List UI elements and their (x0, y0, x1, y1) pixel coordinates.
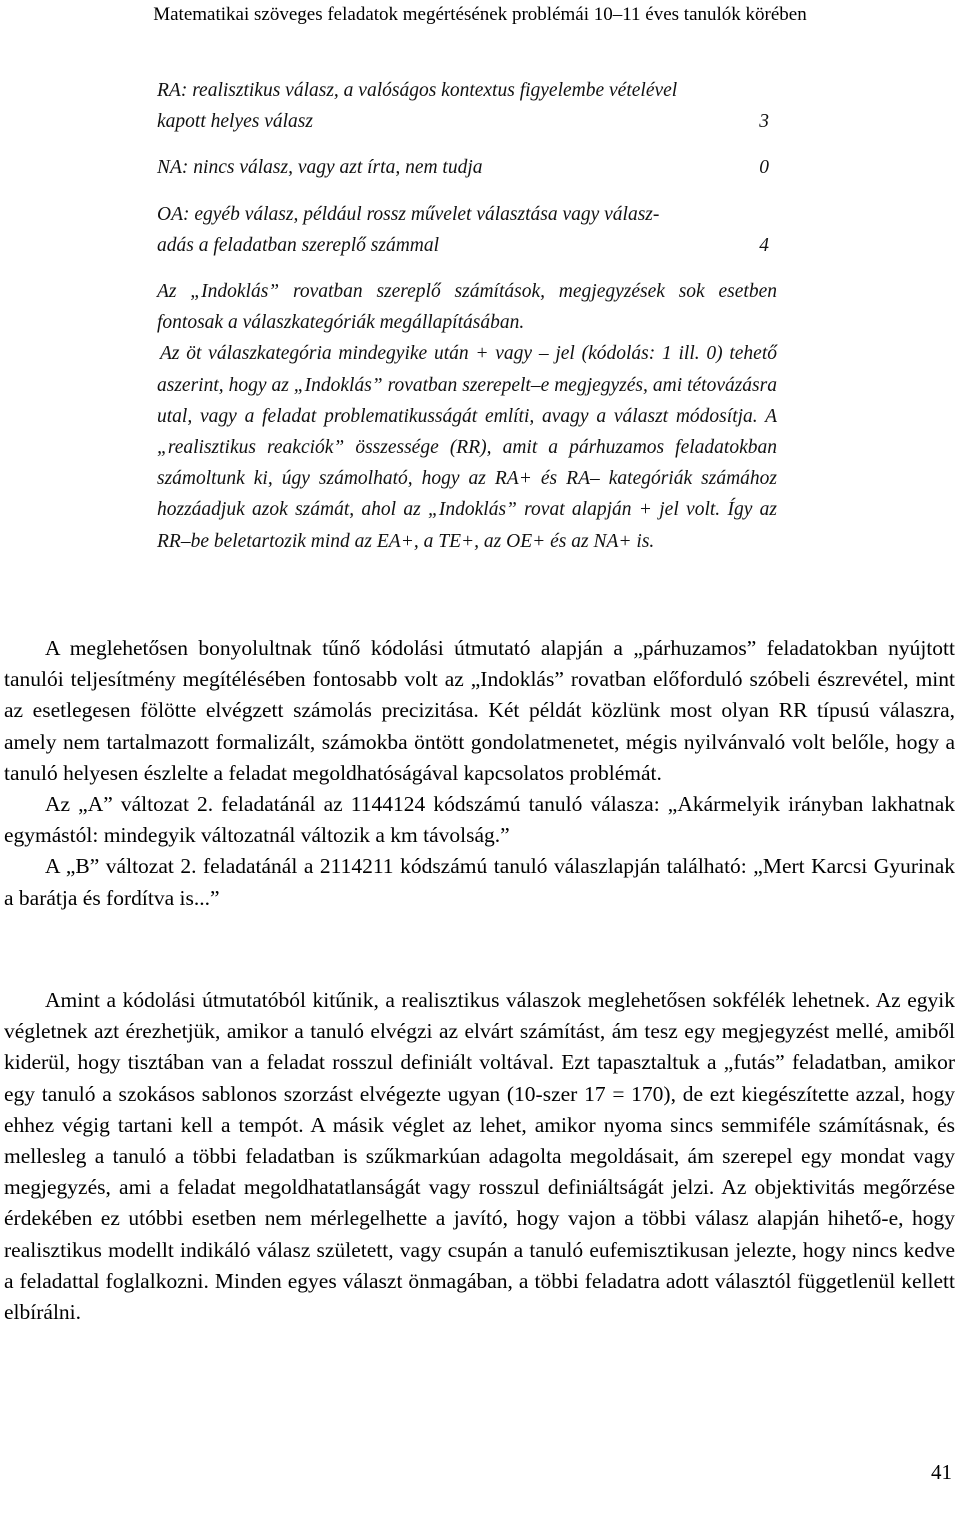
running-header: Matematikai szöveges feladatok megértésének problémái 10–11 éves tanulók körében (153, 4, 807, 25)
main-text-block-2 (4, 985, 955, 1328)
category-count: 0 (759, 157, 769, 179)
category-label: adás a feladatban szereplő számmal (157, 234, 440, 256)
category-count: 3 (759, 111, 769, 133)
coding-categories (157, 75, 777, 557)
indoklas-note: Az „Indoklás” rovatban szereplő számítások, megjegyzések sok esetben fontosak a válaszkategóriák megállapításában. (157, 281, 777, 334)
kodolas-paragraph: Az öt válaszkategória mindegyike után + vagy – jel (kódolás: 1 ill. 0) tehető aszerint, hogy az „Indoklás” rovatban szerepelt–e megjegyzés, ami tétovázásra utal, vagy a feladat problematikusságát említi, avagy a választ módosítja. A „realisztikus reakciók” összessége (RR), amit a párhuzamos feladatokban számoltunk ki, úgy számolható, hogy az RA+ és RA– kategóriák számához hozzáadjuk azok számát, ahol az „Indoklás” rovat alapján + jel volt. Így az RR–be beletartozik mind az EA+, a TE+, az OE+ és az NA+ is. (157, 343, 777, 552)
body-paragraph-4: Amint a kódolási útmutatóból kitűnik, a realisztikus válaszok meglehetősen sokfélék lehetnek. Az egyik végletnek azt érezhetjük, amikor a tanuló elvégzi az elvárt számítást, ám tesz egy megjegyzést mellé, amiből kiderül, hogy tisztában van a feladat rosszul definiált voltával. Ezt tapasztaltuk a „futás” feladatban, amikor egy tanuló a szokásos sablonos szorzást elvégezte ugyan (10-szer 17 = 170), de ezt kiegészítette azzal, hogy ehhez végig tartani kell a tempót. A másik véglet az lehet, amikor nyoma sincs semmiféle számításnak, és mellesleg a tanuló a többi feladatban is szűkmarkúan adagolta megoldásait, ám szerepel egy mondat vagy megjegyzés, ami a feladat megoldhatatlanságát vagy rosszul definiáltságát jelzi. Az objektivitás megőrzése érdekében ez utóbbi esetben nem mérlegelhette a javító, hogy vajon a többi válasz alapján hihető-e, hogy realisztikus modellt indikáló válasz született, vagy csupán a tanuló eufemisztikusan jelezte, hogy nincs kedve a feladattal foglalkozni. Minden egyes választ önmagában, a többi feladatra adott választól függetlenül kellett elbírálni. (4, 988, 955, 1325)
category-label: kapott helyes válasz (157, 111, 313, 133)
coding-category-na (157, 152, 777, 183)
page-number: 41 (931, 1460, 952, 1484)
coding-category-ra (157, 75, 777, 137)
category-label: NA: nincs válasz, vagy azt írta, nem tudja (157, 157, 483, 179)
coding-category-oa (157, 199, 777, 261)
category-count: 4 (759, 234, 769, 256)
body-paragraph-2: Az „A” változat 2. feladatánál az 1144124 kódszámú tanuló válasza: „Akármelyik irányban lakhatnak egymástól: mindegyik változatnál változik a km távolság.” (4, 792, 955, 848)
body-paragraph-3: A „B” változat 2. feladatánál a 2114211 kódszámú tanuló válaszlapján található: „Mert Karcsi Gyurinak a barátja és fordítva is...” (4, 854, 955, 910)
category-label: OA: egyéb válasz, például rossz művelet választása vagy válasz- (157, 203, 660, 225)
body-paragraph-1: A meglehetősen bonyolultnak tűnő kódolási útmutató alapján a „párhuzamos” feladatokban nyújtott tanulói teljesítmény megítélésében fontosabb volt az „Indoklás” rovatban előforduló szóbeli észrevétel, mint az esetlegesen fölötte elvégzett számolás precizitása. Két példát közlünk most olyan RR típusú válaszra, amely nem tartalmazott formalizált, számokba öntött gondolatmenetet, mégis nyilvánvaló volt belőle, hogy a tanuló helyesen észlelte a feladat megoldhatóságával kapcsolatos problémát. (4, 636, 955, 785)
main-text-block-1 (4, 633, 955, 914)
category-label: RA: realisztikus válasz, a valóságos kontextus figyelembe vételével (157, 80, 678, 101)
